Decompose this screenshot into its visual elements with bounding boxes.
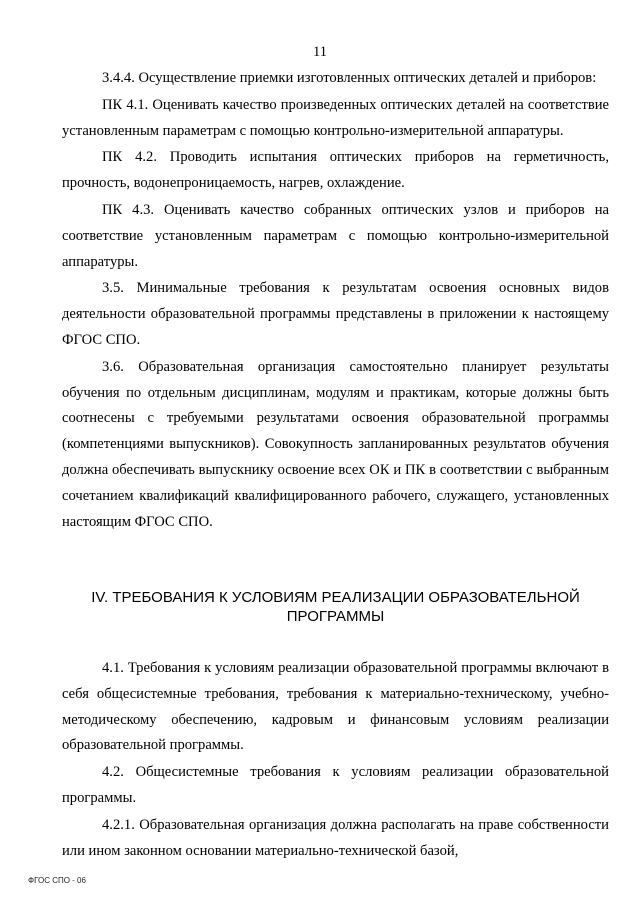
page-number: 11	[313, 44, 327, 60]
paragraph: ПК 4.1. Оценивать качество произведенных оптических деталей на соответствие установленным параметрам с помощью контрольно-измерительной аппаратуры.	[62, 96, 609, 139]
paragraph: ПК 4.3. Оценивать качество собранных оптических узлов и приборов на соответствие установленным параметрам с помощью контрольно-измерительной аппаратуры.	[62, 201, 609, 270]
paragraph: 4.1. Требования к условиям реализации образовательной программы включают в себя общесистемные требования, требования к материально-техническому, учебно-методическому обеспечению, кадровым и финансовым условиям реализации образовательной программы.	[62, 660, 609, 754]
footer-label: ФГОС СПО - 06	[28, 876, 86, 885]
body-text-block	[62, 66, 609, 535]
section-body-text	[62, 656, 609, 864]
section-heading-line: IV. ТРЕБОВАНИЯ К УСЛОВИЯМ РЕАЛИЗАЦИИ ОБРАЗОВАТЕЛЬНОЙ	[91, 589, 580, 606]
paragraph: 3.4.4. Осуществление приемки изготовленных оптических деталей и приборов:	[102, 70, 597, 86]
paragraph: 4.2. Общесистемные требования к условиям реализации образовательной программы.	[62, 764, 609, 806]
section-heading-line: ПРОГРАММЫ	[286, 608, 385, 625]
paragraph: 3.5. Минимальные требования к результатам освоения основных видов деятельности образовательной программы представлены в приложении к настоящему ФГОС СПО.	[62, 280, 609, 348]
paragraph: 3.6. Образовательная организация самостоятельно планирует результаты обучения по отдельным дисциплинам, модулям и практикам, которые должны быть соотнесены с требуемыми результатами освоения образовательной программы (компетенциями выпускников). Совокупность запланированных результатов обучения должна обеспечивать выпускнику освоение всех ОК и ПК в соответствии с выбранным сочетанием квалификаций квалифицированного рабочего, служащего, установленных настоящим ФГОС СПО.	[62, 358, 609, 530]
section-heading	[62, 588, 609, 626]
paragraph: ПК 4.2. Проводить испытания оптических приборов на герметичность, прочность, водонепроницаемость, нагрев, охлаждение.	[62, 149, 609, 192]
paragraph: 4.2.1. Образовательная организация должна располагать на праве собственности или ином законном основании материально-технической базой,	[62, 816, 609, 859]
